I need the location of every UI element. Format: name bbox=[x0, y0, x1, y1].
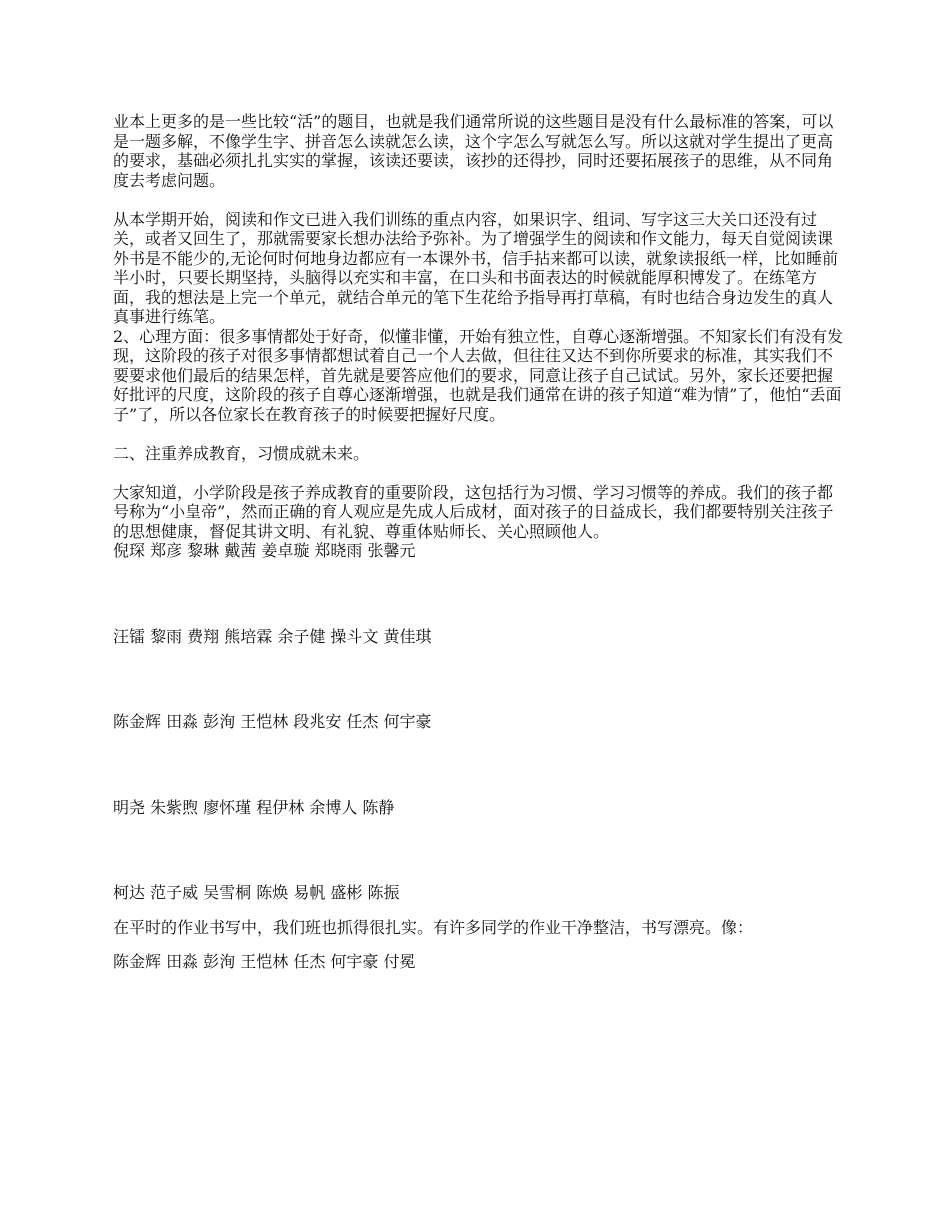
name-list-4: 明尧 朱紫煦 廖怀瑾 程伊林 余博人 陈静 bbox=[113, 797, 395, 817]
name-list-3: 陈金辉 田淼 彭洵 王恺林 段兆安 任杰 何宇豪 bbox=[113, 712, 432, 731]
spacer bbox=[113, 817, 848, 883]
name-list-1: 倪琛 郑彦 黎琳 戴茜 姜卓璇 郑晓雨 张馨元 bbox=[113, 541, 416, 560]
paragraph-habit-education: 大家知道，小学阶段是孩子养成教育的重要阶段，这包括行为习惯、学习习惯等的养成。我们的孩子都号称为“小皇帝”，然而正确的育人观应是先成人后成材，面对孩子的日益成长，我们都要特别关注孩子的思想健康，督促其讲文明、有礼貌、尊重体贴师长、关心照顾他人。 bbox=[113, 482, 834, 541]
paragraph-homework-writing: 在平时的作业书写中，我们班也抓得很扎实。有许多同学的作业干净整洁，书写漂亮。像： bbox=[113, 917, 754, 937]
blank-line bbox=[113, 463, 848, 483]
name-list-6: 陈金辉 田淼 彭洵 王恺林 任杰 何宇豪 付冕 bbox=[113, 952, 416, 971]
paragraph-psychology: 2、心理方面：很多事情都处于好奇，似懂非懂，开始有独立性，自尊心逐渐增强。不知家长们有没有发现，这阶段的孩子对很多事情都想试着自己一个人去做，但往往又达不到你所要求的标准，其实我们不要要求他们最后的结果怎样，首先就是要答应他们的要求，同意让孩子自己试试。另外，家长还要把握好批评的尺度，这阶段的孩子自尊心逐渐增强，也就是我们通常在讲的孩子知道“难为情”了，他怕“丢面子”了，所以各位家长在教育孩子的时候要把握好尺度。 bbox=[113, 326, 844, 424]
paragraph-reading-writing: 从本学期开始，阅读和作文已进入我们训练的重点内容，如果识字、组词、写字这三大关口还没有过关，或者又回生了，那就需要家长想办法给予弥补。为了增强学生的阅读和作文能力，每天自觉阅读课外书是不能少的,无论何时何地身边都应有一本课外书，信手拈来都可以读，就象读报纸一样，比如睡前半小时，只要长期坚持，头脑得以充实和丰富，在口头和书面表达的时候就能厚积博发了。在练笔方面，我的想法是上完一个单元，就结合单元的笔下生花给予指导再打草稿，有时也结合身边发生的真人真事进行练笔。 bbox=[113, 209, 839, 326]
spacer bbox=[113, 732, 848, 798]
spacer bbox=[113, 646, 848, 712]
document-page bbox=[113, 112, 848, 972]
paragraph-homework-answers: 业本上更多的是一些比较“活”的题目，也就是我们通常所说的这些题目是没有什么最标准的答案，可以是一题多解，不像学生字、拼音怎么读就怎么读，这个字怎么写就怎么写。所以这就对学生提出了更高的要求，基础必须扎扎实实的掌握，该读还要读，该抄的还得抄，同时还要拓展孩子的思维，从不同角度去考虑问题。 bbox=[113, 112, 834, 190]
blank-line bbox=[113, 424, 848, 444]
spacer bbox=[113, 903, 848, 918]
section-heading: 二、注重养成教育，习惯成就未来。 bbox=[113, 443, 370, 463]
blank-line bbox=[113, 190, 848, 210]
name-list-5: 柯达 范子威 吴雪桐 陈焕 易帆 盛彬 陈振 bbox=[113, 883, 400, 902]
name-list-2: 汪镭 黎雨 费翔 熊培霖 余子健 操斗文 黄佳琪 bbox=[113, 626, 432, 646]
spacer bbox=[113, 937, 848, 952]
spacer bbox=[113, 561, 848, 627]
